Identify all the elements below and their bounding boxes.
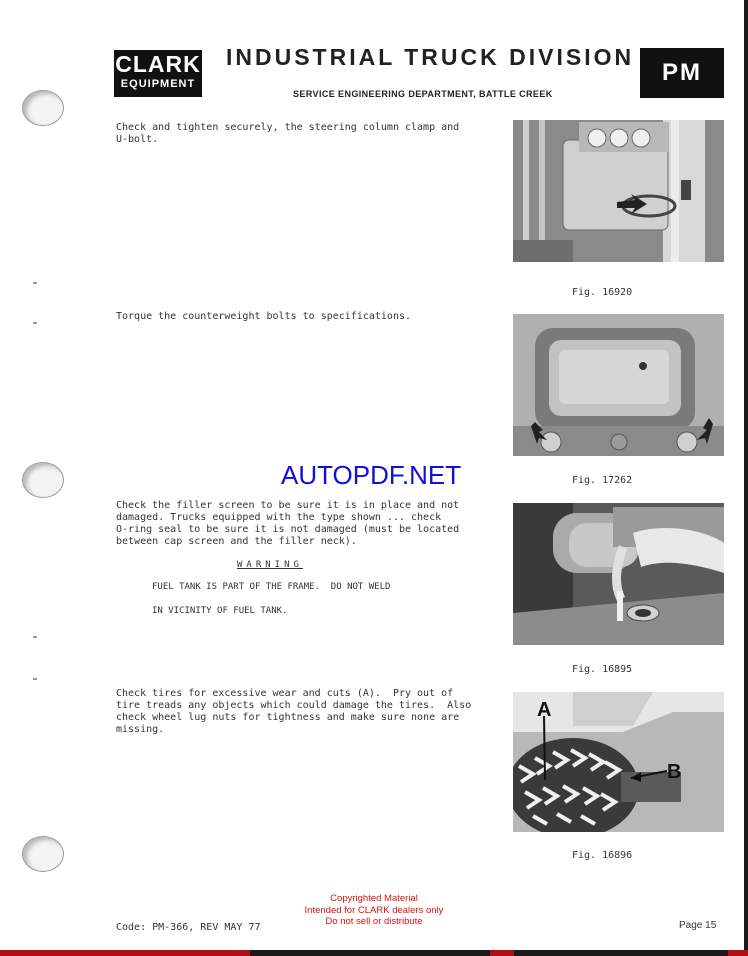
copyright-line-3: Do not sell or distribute [325,916,423,927]
warning-line-1: FUEL TANK IS PART OF THE FRAME. DO NOT WELD [152,582,391,592]
autopdf-watermark: AUTOPDF.NET [281,460,462,490]
bottom-red-stripe [0,950,250,956]
steering-column-photo [513,120,724,262]
figure-caption: Fig. 16896 [572,850,633,861]
page-number: Page 15 [679,920,717,931]
clark-logo [114,50,202,97]
pm-badge: PM [640,48,724,98]
section-1-text: Check and tighten securely, the steering column clamp and U-bolt. [116,122,460,145]
bottom-border [0,950,748,956]
logo-line1: CLARK [115,51,201,77]
filler-neck-photo [513,503,724,645]
margin-mark [33,636,37,638]
tire-label-a: A [537,699,552,721]
margin-mark [33,678,37,680]
warning-title: WARNING [237,560,303,570]
department-subtitle: SERVICE ENGINEERING DEPARTMENT, BATTLE CREEK [293,89,553,99]
copyright-line-2: Intended for CLARK dealers only [304,904,444,916]
document-code: Code: PM-366, REV MAY 77 [116,922,261,933]
bottom-red-stripe [490,950,514,956]
binder-hole [22,462,64,498]
binder-hole [22,90,64,126]
bottom-red-stripe [728,950,748,956]
tire-photo [513,692,724,832]
figure-caption: Fig. 17262 [572,475,633,486]
counterweight-photo [513,314,724,456]
warning-line-2: IN VICINITY OF FUEL TANK. [152,606,288,616]
margin-mark [33,322,37,324]
figure-caption: Fig. 16895 [572,664,633,675]
tire-label-b: B [667,761,682,783]
right-border [744,0,748,956]
section-2-text: Torque the counterweight bolts to specifications. [116,311,412,322]
copyright-notice [294,893,454,928]
copyright-line-1: Copyrighted Material [330,893,418,904]
figure-caption: Fig. 16920 [572,287,633,298]
logo-line2: EQUIPMENT [120,78,196,90]
binder-hole [22,836,64,872]
division-title: INDUSTRIAL TRUCK DIVISION [226,44,635,70]
section-4-text: Check tires for excessive wear and cuts (A). Pry out of tire treads any objects which could damage the tires. Also check wheel lug nuts for tightness and make sure none are missing. [116,688,472,735]
margin-mark [33,282,37,284]
section-3-text: Check the filler screen to be sure it is in place and not damaged. Trucks equipped with the type shown ... check O-ring seal to be sure it is not damaged (must be located between cap screen and the filler neck). [116,500,460,547]
